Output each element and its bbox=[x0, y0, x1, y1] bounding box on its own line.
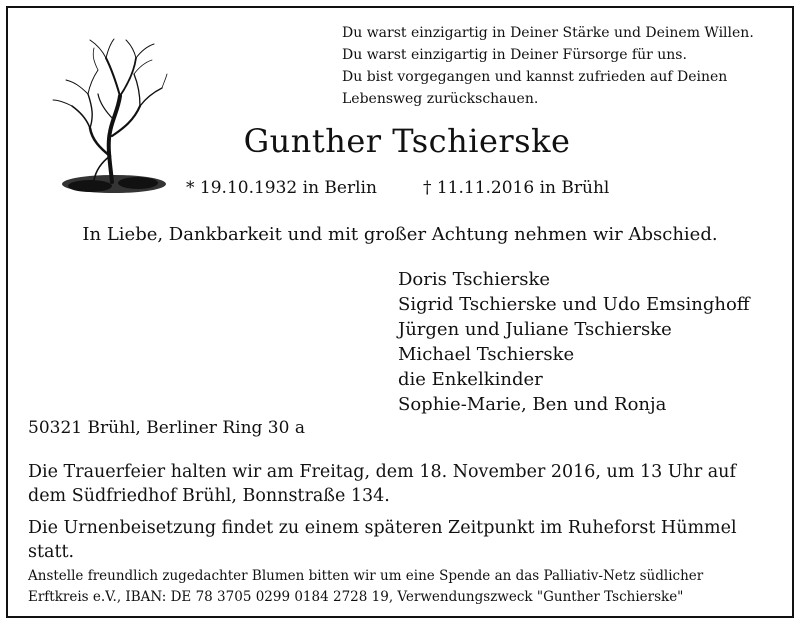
life-dates bbox=[186, 178, 609, 198]
service-details bbox=[28, 460, 778, 572]
death-date: † 11.11.2016 in Brühl bbox=[422, 178, 610, 198]
obituary-notice bbox=[6, 6, 794, 618]
family-member: Sophie-Marie, Ben und Ronja bbox=[398, 394, 667, 415]
bare-tree-icon bbox=[50, 36, 168, 196]
poem-line: Lebensweg zurückschauen. bbox=[342, 91, 539, 107]
donation-line: Anstelle freundlich zugedachter Blumen bitten wir um eine Spende an das Palliativ-Netz südlicher bbox=[28, 568, 704, 584]
family-member: die Enkelkinder bbox=[398, 369, 543, 390]
funeral-service-text: Die Trauerfeier halten wir am Freitag, dem 18. November 2016, um 13 Uhr auf dem Südfriedhof Brühl, Bonnstraße 134. bbox=[28, 462, 736, 506]
birth-date: * 19.10.1932 in Berlin bbox=[186, 178, 377, 198]
family-member: Sigrid Tschierske und Udo Emsinghoff bbox=[398, 294, 750, 315]
poem-line: Du bist vorgegangen und kannst zufrieden auf Deinen bbox=[342, 69, 728, 85]
family-member: Doris Tschierske bbox=[398, 269, 551, 290]
poem bbox=[342, 22, 754, 110]
deceased-name: Gunther Tschierske bbox=[243, 122, 571, 160]
family-list bbox=[398, 267, 750, 417]
farewell-line: In Liebe, Dankbarkeit und mit großer Achtung nehmen wir Abschied. bbox=[82, 224, 718, 245]
poem-line: Du warst einzigartig in Deiner Stärke und Deinem Willen. bbox=[342, 25, 754, 41]
family-member: Jürgen und Juliane Tschierske bbox=[398, 319, 672, 340]
donation-line: Erftkreis e.V., IBAN: DE 78 3705 0299 0184 2728 19, Verwendungszweck "Gunther Tschierske" bbox=[28, 589, 684, 605]
donation-note bbox=[28, 566, 788, 608]
urn-burial-text: Die Urnenbeisetzung findet zu einem späteren Zeitpunkt im Ruheforst Hümmel statt. bbox=[28, 518, 737, 562]
family-member: Michael Tschierske bbox=[398, 344, 575, 365]
family-address: 50321 Brühl, Berliner Ring 30 a bbox=[28, 418, 305, 438]
poem-line: Du warst einzigartig in Deiner Fürsorge für uns. bbox=[342, 47, 687, 63]
